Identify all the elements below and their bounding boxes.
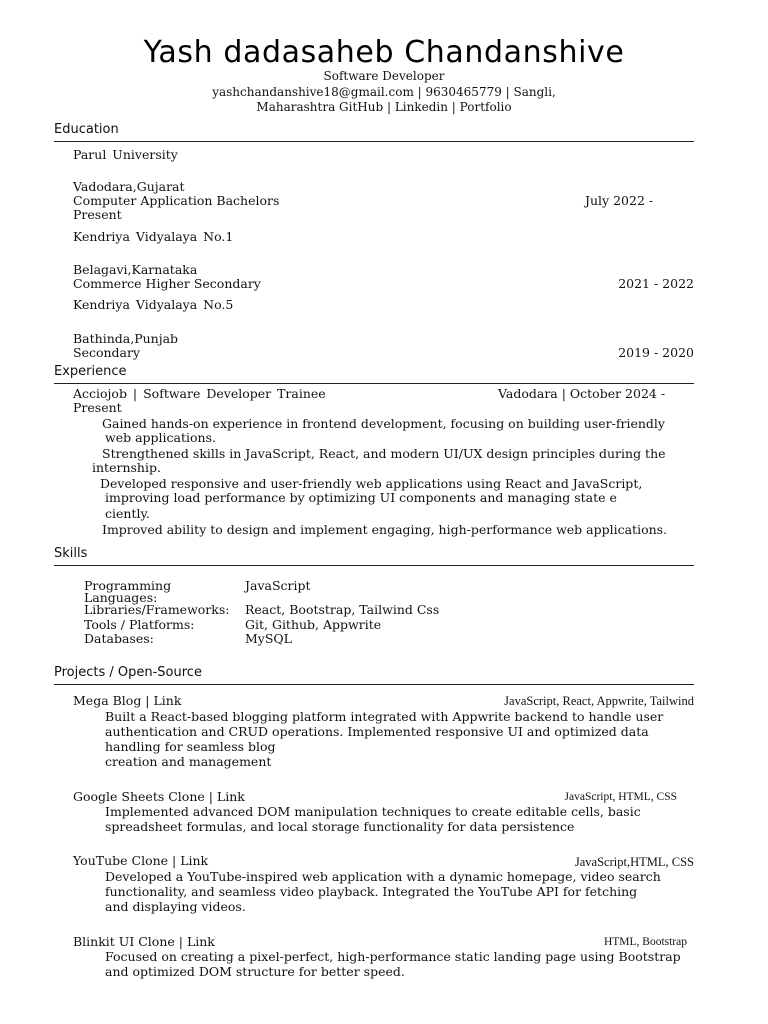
experience-bullet-cont: improving load performance by optimizing UI components and managing state e xyxy=(105,490,617,505)
project-title: Blinkit UI Clone | Link xyxy=(73,934,215,949)
education-dates: 2021 - 2022 xyxy=(618,276,694,291)
education-location: Vadodara,Gujarat xyxy=(73,179,185,194)
education-degree: Secondary xyxy=(73,345,141,360)
project-desc: authentication and CRUD operations. Implemented responsive UI and optimized data xyxy=(105,724,649,739)
project-desc: Implemented advanced DOM manipulation techniques to create editable cells, basic xyxy=(105,804,641,819)
project-title: YouTube Clone | Link xyxy=(73,853,209,868)
education-dates: July 2022 - xyxy=(585,193,654,208)
skill-value: MySQL xyxy=(245,631,292,646)
project-title: Mega Blog | Link xyxy=(73,693,182,708)
project-tech: JavaScript, React, Appwrite, Tailwind xyxy=(504,694,694,708)
education-dates: 2019 - 2020 xyxy=(618,345,694,360)
project-tech: HTML, Bootstrap xyxy=(603,936,687,948)
education-school: Parul University xyxy=(73,147,178,162)
project-desc: functionality, and seamless video playback. Integrated the YouTube API for fetching xyxy=(105,884,638,899)
project-desc: and optimized DOM structure for better speed. xyxy=(105,964,405,979)
experience-org-cont: Present xyxy=(73,400,122,415)
project-desc: Built a React-based blogging platform integrated with Appwrite backend to handle user xyxy=(105,709,664,724)
project-desc: Developed a YouTube-inspired web application with a dynamic homepage, video search xyxy=(105,869,661,884)
candidate-name: Yash dadasaheb Chandanshive xyxy=(143,35,625,70)
experience-bullet: Improved ability to design and implement engaging, high-performance web applications. xyxy=(102,522,668,537)
education-degree: Commerce Higher Secondary xyxy=(73,276,261,291)
experience-bullet-cont: ciently. xyxy=(105,506,150,521)
skill-value: React, Bootstrap, Tailwind Css xyxy=(245,602,440,617)
education-location: Belagavi,Karnataka xyxy=(73,262,198,277)
projects-divider xyxy=(54,684,694,685)
experience-divider xyxy=(54,383,694,384)
project-desc: spreadsheet formulas, and local storage functionality for data persistence xyxy=(105,819,575,834)
education-location: Bathinda,Punjab xyxy=(73,331,179,346)
education-degree-cont: Present xyxy=(73,207,122,222)
experience-bullet: Strengthened skills in JavaScript, React, and modern UI/UX design principles during the xyxy=(102,446,666,461)
experience-place-date: Vadodara | October 2024 - xyxy=(498,386,666,401)
project-tech: JavaScript, HTML, CSS xyxy=(564,791,677,803)
project-desc: handling for seamless blog xyxy=(105,739,276,754)
skill-label: Programming xyxy=(84,578,172,593)
education-degree: Computer Application Bachelors xyxy=(73,193,280,208)
project-desc: and displaying videos. xyxy=(105,899,246,914)
skill-label-cont: Languages: xyxy=(84,590,158,605)
contact-line-1: yashchandanshive18@gmail.com | 9630465779 | Sangli, xyxy=(212,85,556,99)
skills-heading: Skills xyxy=(54,546,88,561)
skill-label: Tools / Platforms: xyxy=(84,617,195,632)
experience-org: Acciojob | Software Developer Trainee xyxy=(73,386,326,401)
skill-value: JavaScript xyxy=(245,578,311,593)
contact-line-2: Maharashtra GitHub | Linkedin | Portfolio xyxy=(256,100,512,114)
projects-heading: Projects / Open-Source xyxy=(54,665,202,680)
skill-label: Libraries/Frameworks: xyxy=(84,602,230,617)
experience-heading: Experience xyxy=(54,364,127,379)
experience-bullet: Gained hands-on experience in frontend development, focusing on building user-friendly xyxy=(102,416,665,431)
education-divider xyxy=(54,141,694,142)
project-tech: JavaScript,HTML, CSS xyxy=(574,855,694,869)
education-heading: Education xyxy=(54,122,119,137)
job-role: Software Developer xyxy=(323,69,445,83)
project-desc: creation and management xyxy=(105,754,272,769)
education-school: Kendriya Vidyalaya No.5 xyxy=(73,297,234,312)
experience-bullet-cont: internship. xyxy=(92,460,161,475)
experience-bullet-cont: web applications. xyxy=(105,430,216,445)
skill-label: Databases: xyxy=(84,631,154,646)
project-desc: Focused on creating a pixel-perfect, high-performance static landing page using Bootstrap xyxy=(105,949,681,964)
experience-bullet: Developed responsive and user-friendly web applications using React and JavaScript, xyxy=(100,476,643,491)
project-title: Google Sheets Clone | Link xyxy=(73,789,245,804)
education-school: Kendriya Vidyalaya No.1 xyxy=(73,229,234,244)
skill-value: Git, Github, Appwrite xyxy=(245,617,382,632)
skills-divider xyxy=(54,565,694,566)
